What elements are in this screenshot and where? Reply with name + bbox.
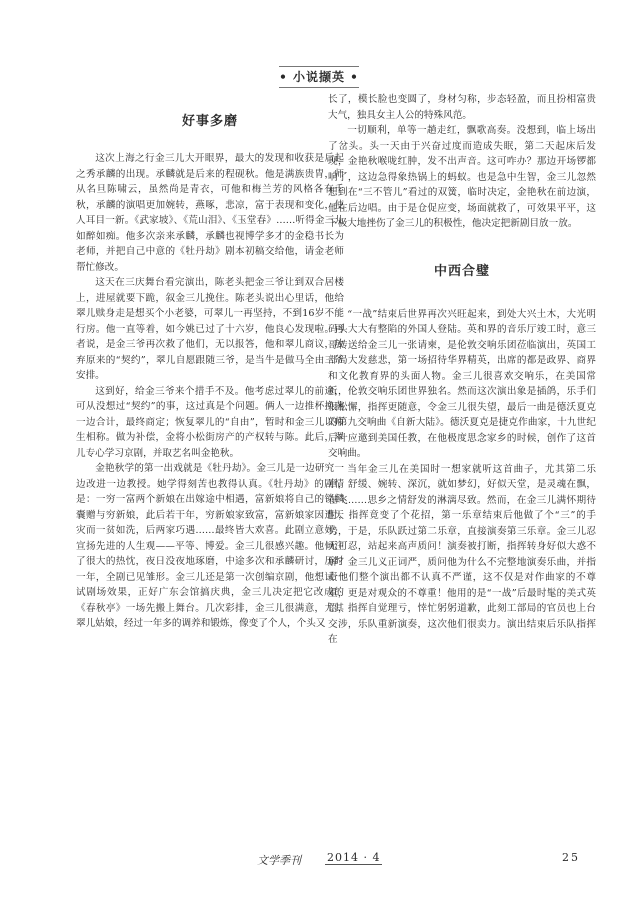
body-paragraph: 这次上海之行金三儿大开眼界，最大的发现和收获是后起之秀承麟的出现。承麟就是后来的程砚秋。他是满族贵胄，师从名旦陈啸云，虽然尚是青衣，可他和梅兰芳的风格各有千秋，承麟的演唱更加婉转，燕啄，悲凉，富于表现和变化，使人耳目一新。《武家坡》、《荒山泪》、《玉堂春》……听得金三儿如醉如痴。他多次亲来承麟，承麟也视博学多才的金稳书长为老师，并把自己中意的《牡丹劫》剧本初稿交给他，请金老师帮忙修改。 bbox=[76, 153, 344, 273]
section-header: • 小说撷英 • bbox=[279, 66, 359, 88]
footer-issue: 2014 · 4 bbox=[327, 851, 381, 864]
page-number: 25 bbox=[562, 851, 580, 864]
continuation-paragraph: 长了，模长脸也变圆了，身材匀称，步态轻盈，而且扮相富贵大气，独具女主人公的特殊风范。 bbox=[328, 94, 596, 121]
article-title-zhongxi: 中西合璧 bbox=[433, 263, 490, 279]
right-column bbox=[328, 92, 596, 648]
body-paragraph: 这天在三庆舞台看完演出，陈老头把金三爷让到双合居楼上，进屋就要下跪，叙金三儿挽住。陈老头说出心里话，他给翠儿赎身走是想买个小老婆，可翠儿一再坚持，不到16岁不能行房。他一直等着，如今姚已过了十六岁，他良心发现啦。再者说，是金三爷再次救了他们，无以报答，他和翠儿商议，放弃原来的“契约”，翠儿自愿跟随三爷，是当牛是做马全由三爷安排。 bbox=[76, 277, 344, 381]
continuation-paragraph: 一切顺利，单等一趟走红，飘歌高奏。没想到，临上场出了岔头。头一天由于兴奋过度而造成失眠，第二天起床后发现，金艳秋喉咙红肿，发不出声音。这可咋办？那边开场锣都响了，这边急得象热锅上的蚂蚁。也是急中生智，金三儿忽然想到在“三不管儿”看过的双簧，临时决定，金艳秋在前边演，他在后边唱。由于是仓促应变，场面就救了，可效果平平，这下极大地挫伤了金三儿的积极性，他决定把新剧目放一放。 bbox=[328, 125, 596, 229]
article-title-haoshi: 好事多磨 bbox=[181, 114, 238, 129]
body-paragraph: 这到好，给金三爷来个措手不及。他考虑过翠儿的前途，可从没想过“契约”的事，这过真是个问题。俩人一边推杯换盏一边合计，最终商定；恢复翠儿的“自由”，暂时和金三儿以师生相称。做为补偿，金将小松街房产的产权转与陈。此后，翠儿专心学习京剧，并取艺名叫金艳秋。 bbox=[76, 385, 344, 459]
body-paragraph: “一战”结束后世界再次兴旺起来，到处大兴土木，大光明码头大大有整陷的外国人登陆。英和界的音乐厅竣工时，意三哥转送给金三儿一张请柬，是伦敦交响乐团莅临演出，英国工部局大发慈悲，第一场招待华界精英，出席的都是政界、商界和文化教育界的头面人物。金三儿很喜欢交响乐，在美国常听，伦敦交响乐团世界独名。然而这次演出象是插鸽，乐手们很松懈，指挥更随意，令金三儿很失望，最后一曲是德沃夏克的第九交响曲《自新大陆》。德沃夏克是捷克作曲家，十九世纪后叶应邀到美国任教，在他极度思念家乡的时候，创作了这首交响曲。 bbox=[328, 308, 596, 459]
body-paragraph: 金艳秋学的第一出戏就是《牡丹劫》。金三儿是一边研究一边改进一边教授。她学得刻苦也教得认真。《牡丹劫》的剧情是：一穷一富两个新娘在出嫁途中相遇，富新娘将自己的锁麟囊赠与穷新娘，此后若干年，穷新娘家致富，富新娘家因遭天灾而一贫如洗，后两家巧遇……最终皆大欢喜。此剧立意好，宣扬先进的人生观——平等、博爱。金三儿很感兴趣。他倾注了很大的热忱，夜日没夜地琢磨，中途多次和承麟研讨，历时一年，全剧已见雏形。金三儿还是第一次创编京剧，他想试一试剧场效果，正好广东会馆搞庆典，金三儿决定把它改成的《春秋亭》一场先搬上舞台。几次彩排，金三儿很满意，尤其翠儿姑娘，经过一年多的调养和锻炼，像变了个人，个头又 bbox=[76, 463, 344, 629]
body-paragraph: 当年金三儿在美国时一想家就听这首曲子，尤其第二乐章，舒缓、婉转、深沉，就如梦幻，好似天堂，是灵魂在飘，在飞……思乡之情舒发的淋漓尽致。然而，在金三儿满怀期待时，指挥竟变了个花招，第一乐章结束后他做了个“三”的手势，于是，乐队跃过第二乐章，直接演奏第三乐章。金三儿忍无可忍，站起来高声质问！演奏被打断，指挥转身好似大惑不解？金三儿义正词严，质问他为什么不完整地演奏乐曲，并指责他们整个演出都不认真不严谨，这不仅是对作曲家的不尊重，更是对观众的不尊重！他用的是“一战”后最时髦的美式英语，指挥自觉理亏，悻忙躬躬道歉，此刻工部局的官员也上台交涉，乐队重新演奏，这次他们很卖力。演出结束后乐队指挥在 bbox=[328, 463, 596, 645]
footer-journal-name: 文学季刊 bbox=[257, 854, 301, 867]
left-column bbox=[76, 92, 344, 632]
